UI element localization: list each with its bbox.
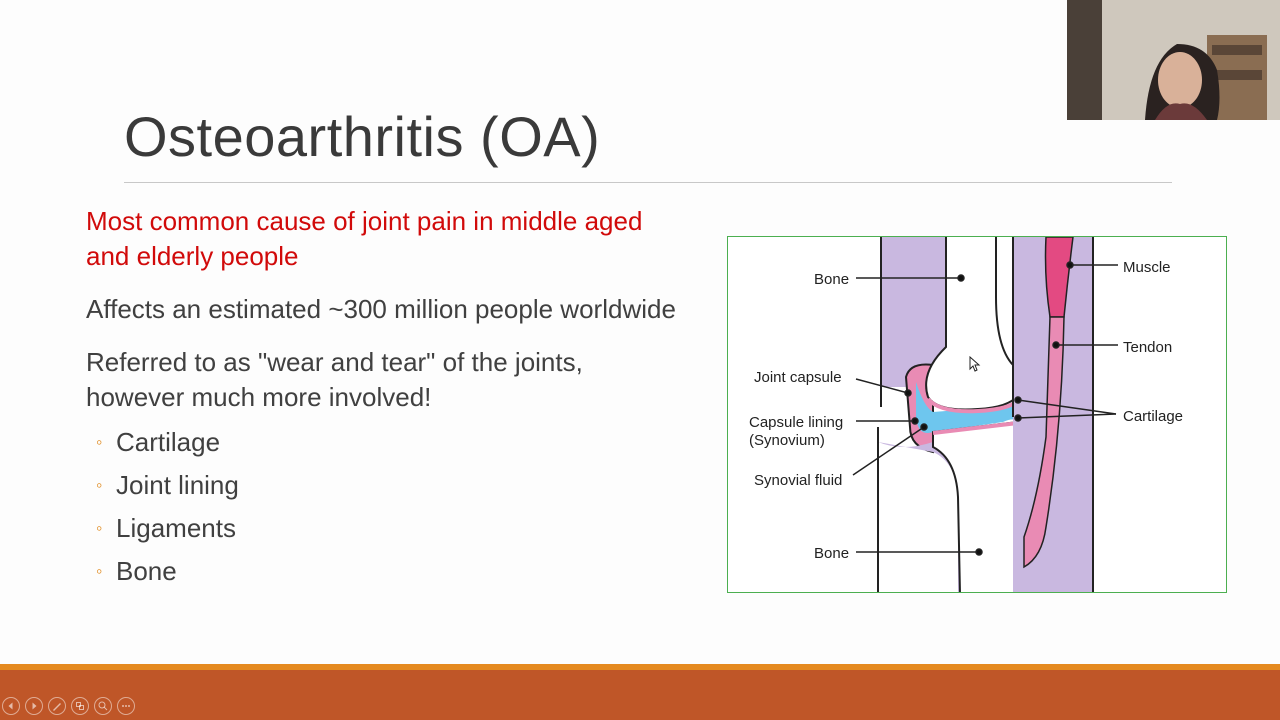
list-item-label: Cartilage [116,427,221,457]
slide-title: Osteoarthritis (OA) [124,105,601,168]
see-all-slides-button[interactable] [71,697,89,715]
zoom-icon [95,698,111,714]
label-synovial-fluid: Synovial fluid [754,472,843,489]
body-paragraph-wear-tear: Referred to as "wear and tear" of the joints, however much more involved! [86,347,583,412]
prev-slide-button[interactable] [2,697,20,715]
bullet-icon: ◦ [96,432,103,452]
label-cartilage: Cartilage [1123,408,1184,425]
slide-footer-bar [0,664,1280,720]
body-paragraph-prevalence: Affects an estimated ~300 million people worldwide [86,294,676,324]
mouse-cursor-icon [969,356,981,372]
label-bone-bottom: Bone [814,545,850,562]
slide-body [86,204,686,593]
label-synovium: (Synovium) [749,432,825,449]
list-item [86,550,686,593]
next-icon [26,698,42,714]
bullet-icon: ◦ [96,518,103,538]
slide-footer-accent [0,664,1280,670]
joint-anatomy-diagram [727,236,1227,593]
slides-icon [72,698,88,714]
bullet-icon: ◦ [96,561,103,581]
callout-line-synovial-fluid [853,427,924,475]
webcam-video-feed [1067,0,1280,120]
list-item-label: Joint lining [116,470,239,500]
title-divider [124,182,1172,183]
presenter-controls [2,697,135,717]
prev-icon [3,698,19,714]
highlight-paragraph: Most common cause of joint pain in middle aged and elderly people [86,206,643,271]
list-item [86,421,686,464]
label-capsule-lining: Capsule lining [749,414,844,431]
label-bone-top: Bone [814,271,850,288]
list-item-label: Bone [116,556,177,586]
list-item [86,464,686,507]
list-item-label: Ligaments [116,513,236,543]
zoom-button[interactable] [94,697,112,715]
label-joint-capsule: Joint capsule [754,369,842,386]
bullet-icon: ◦ [96,475,103,495]
lower-bone-end [933,422,1025,593]
list-item [86,507,686,550]
label-tendon: Tendon [1123,339,1173,356]
sub-bullet-list [86,421,686,593]
more-options-button[interactable] [117,697,135,715]
more-icon [118,698,134,714]
pen-tool-button[interactable] [48,697,66,715]
next-slide-button[interactable] [25,697,43,715]
pen-icon [49,698,65,714]
label-muscle: Muscle [1123,259,1171,276]
